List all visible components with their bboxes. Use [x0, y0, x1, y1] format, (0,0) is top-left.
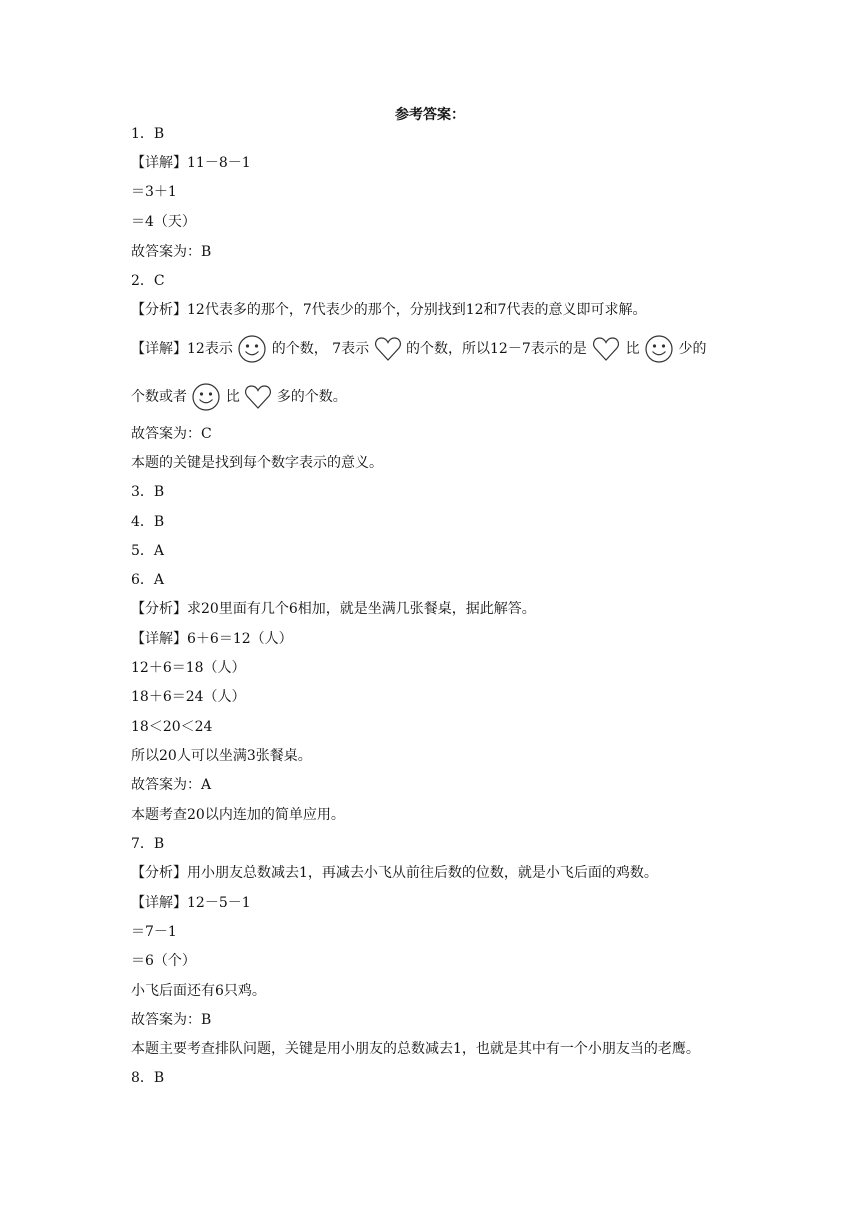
- text-line: 故答案为：C: [131, 426, 212, 442]
- text-line: 【详解】6＋6＝12（人）: [131, 631, 293, 647]
- detail-text: 个数或者: [131, 389, 187, 405]
- text-line: 【详解】11－8－1: [131, 155, 251, 171]
- text-line: ＝4（天）: [131, 214, 196, 230]
- text-line: 【分析】12代表多的那个，7代表少的那个，分别找到12和7代表的意义即可求解。: [131, 302, 647, 318]
- heart-outline-icon: [591, 336, 621, 362]
- detail-text: 比: [625, 341, 640, 357]
- detail-text: 的个数， 7表示: [271, 341, 370, 357]
- text-line: 本题考查20以内连加的简单应用。: [131, 807, 345, 823]
- text-line: 故答案为：B: [131, 1012, 212, 1028]
- heart-outline-icon: [374, 336, 402, 362]
- text-line: ＝3＋1: [131, 184, 177, 200]
- detail-text: 多的个数。: [276, 389, 347, 405]
- smiley-face-icon: [644, 334, 674, 364]
- text-line: 3．B: [131, 484, 165, 500]
- text-line: 4．B: [131, 514, 165, 530]
- detail-text: 少的: [678, 341, 707, 357]
- text-line: 2．C: [131, 273, 165, 289]
- text-line: 故答案为：A: [131, 777, 212, 793]
- text-line: 【详解】12－5－1: [131, 895, 251, 911]
- detail-text: 【详解】12表示: [131, 341, 233, 357]
- text-line: 小飞后面还有6只鸡。: [131, 983, 266, 999]
- heart-outline-icon: [244, 384, 272, 410]
- detail-text: 比: [225, 389, 240, 405]
- text-line: 本题的关键是找到每个数字表示的意义。: [131, 455, 383, 471]
- q2-detail-line-1: [131, 332, 751, 366]
- text-line: ＝6（个）: [131, 953, 196, 969]
- text-line: 18＜20＜24: [131, 719, 213, 735]
- q2-detail-line-2: [131, 380, 751, 414]
- detail-text: 的个数，所以12－7表示的是: [406, 341, 587, 357]
- text-line: 1．B: [131, 126, 165, 142]
- page-title: 参考答案：: [395, 107, 465, 123]
- text-line: 【分析】用小朋友总数减去1，再减去小飞从前往后数的位数，就是小飞后面的鸡数。: [131, 865, 658, 881]
- smiley-face-icon: [237, 334, 267, 364]
- text-line: 【分析】求20里面有几个6相加，就是坐满几张餐桌，据此解答。: [131, 601, 536, 617]
- text-line: 7．B: [131, 836, 165, 852]
- text-line: 5．A: [131, 543, 165, 559]
- text-line: 本题主要考查排队问题，关键是用小朋友的总数减去1，也就是其中有一个小朋友当的老鹰。: [131, 1041, 700, 1057]
- text-line: 18＋6＝24（人）: [131, 689, 246, 705]
- text-line: 所以20人可以坐满3张餐桌。: [131, 748, 312, 764]
- smiley-face-icon: [191, 382, 221, 412]
- text-line: 故答案为：B: [131, 244, 212, 260]
- text-line: 6．A: [131, 572, 165, 588]
- text-line: 8．B: [131, 1070, 165, 1086]
- text-line: 12＋6＝18（人）: [131, 660, 246, 676]
- text-line: ＝7－1: [131, 924, 177, 940]
